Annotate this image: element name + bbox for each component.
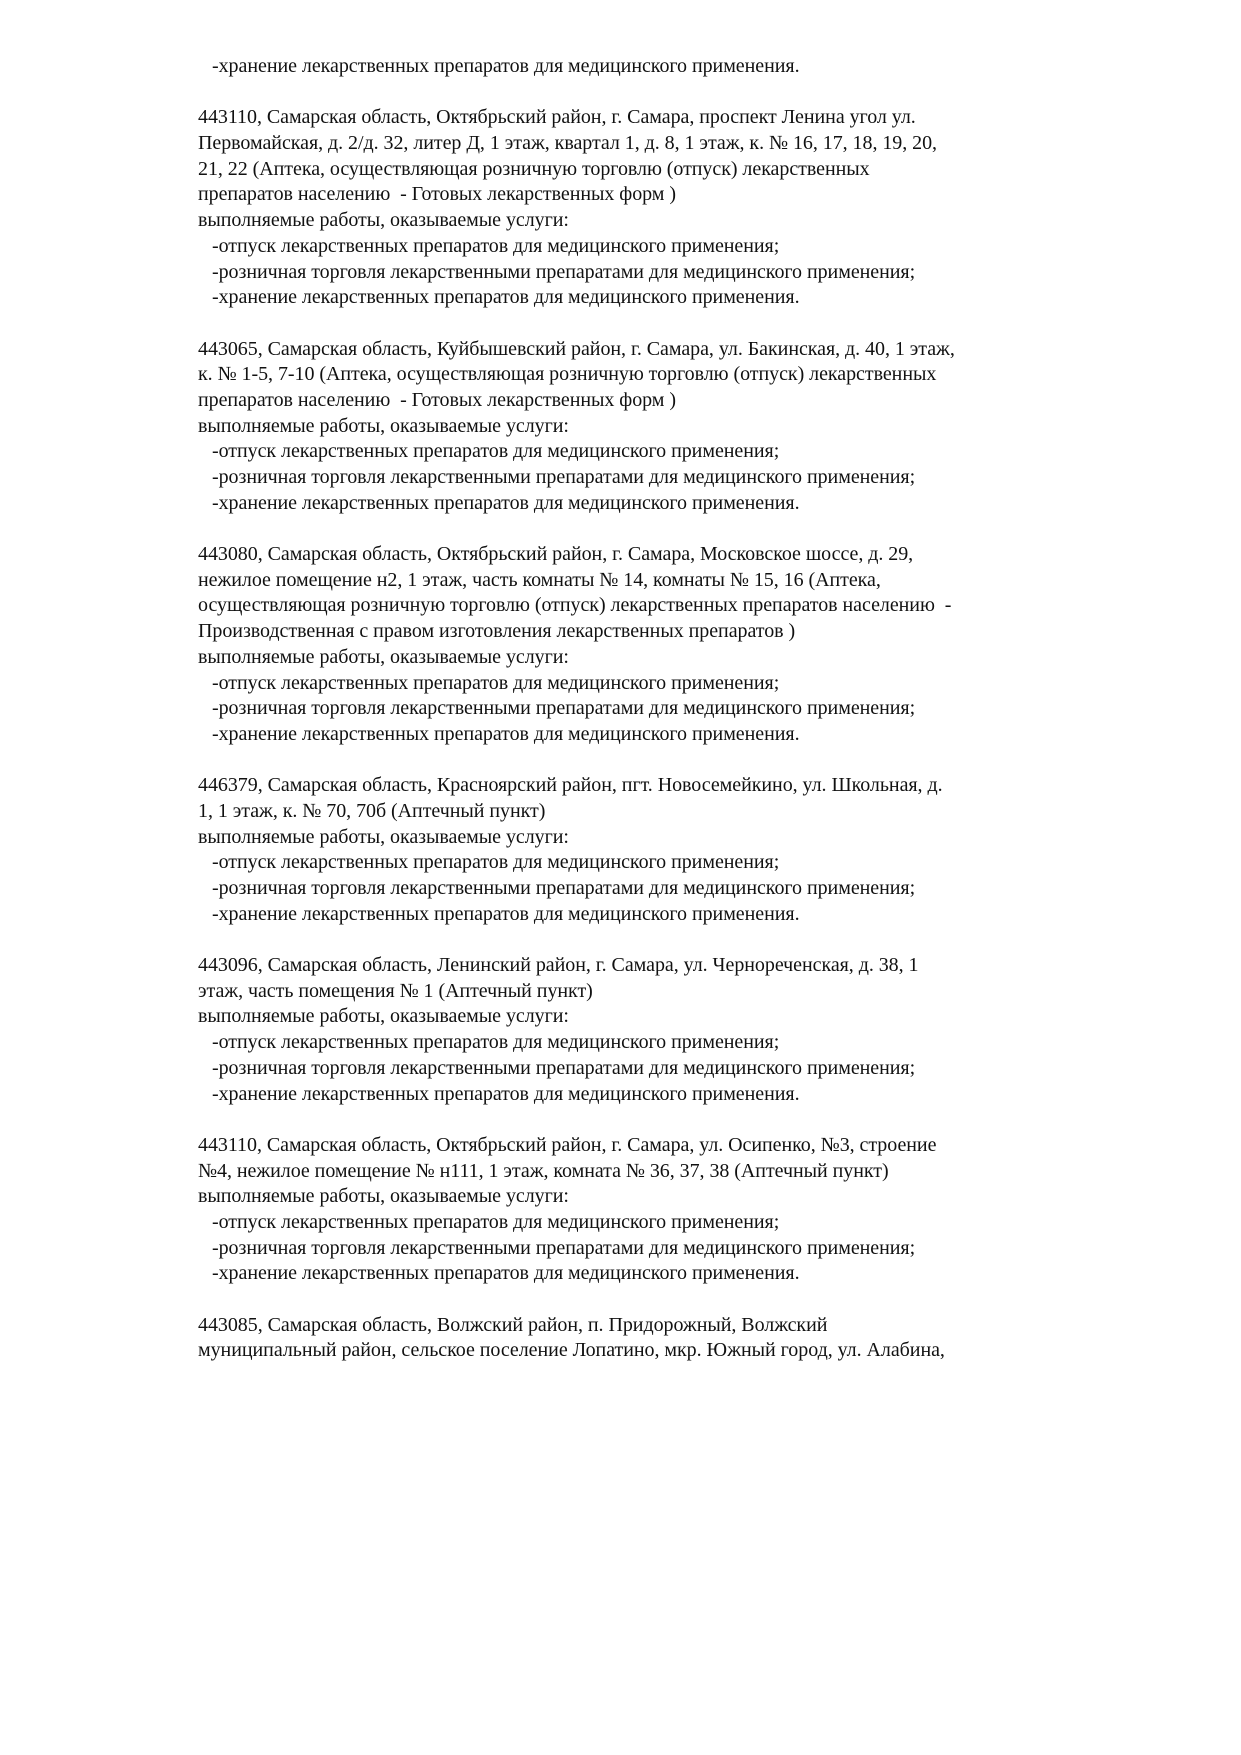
- continuation-service-line: -хранение лекарственных препаратов для медицинского применения.: [212, 55, 800, 77]
- service-item: -отпуск лекарственных препаратов для медицинского применения;: [212, 1031, 780, 1054]
- spacer: [198, 1287, 1078, 1313]
- address-line: препаратов населению - Готовых лекарственных форм ): [198, 388, 676, 411]
- spacer: [198, 927, 1078, 953]
- address-line: Производственная с правом изготовления лекарственных препаратов ): [198, 620, 796, 643]
- pharmacy-entry: [198, 105, 1078, 311]
- address-line: 1, 1 этаж, к. № 70, 70б (Аптечный пункт): [198, 799, 546, 822]
- address-line: 443080, Самарская область, Октябрьский район, г. Самара, Московское шоссе, д. 29,: [198, 543, 914, 566]
- service-item: -хранение лекарственных препаратов для медицинского применения.: [212, 722, 800, 745]
- address-line: муниципальный район, сельское поселение Лопатино, мкр. Южный город, ул. Алабина,: [198, 1339, 945, 1362]
- pharmacy-entry: [198, 542, 1078, 748]
- address-line: осуществляющая розничную торговлю (отпуск) лекарственных препаратов населению -: [198, 594, 952, 617]
- services-heading: выполняемые работы, оказываемые услуги:: [198, 209, 569, 232]
- address-line: 443110, Самарская область, Октябрьский район, г. Самара, ул. Осипенко, №3, строение: [198, 1133, 937, 1156]
- service-item: -отпуск лекарственных препаратов для медицинского применения;: [212, 234, 780, 257]
- pharmacy-entry: [198, 337, 1078, 517]
- spacer: [198, 748, 1078, 774]
- service-item: -розничная торговля лекарственными препаратами для медицинского применения;: [212, 466, 916, 488]
- services-heading: выполняемые работы, оказываемые услуги:: [198, 825, 569, 848]
- service-item: -розничная торговля лекарственными препаратами для медицинского применения;: [212, 1236, 916, 1259]
- service-item: -хранение лекарственных препаратов для медицинского применения.: [212, 1082, 800, 1105]
- service-item: -розничная торговля лекарственными препаратами для медицинского применения;: [212, 877, 916, 899]
- spacer: [198, 311, 1078, 337]
- service-item: -розничная торговля лекарственными препаратами для медицинского применения;: [212, 1056, 916, 1079]
- address-line: 446379, Самарская область, Красноярский район, пгт. Новосемейкино, ул. Школьная, д.: [198, 774, 943, 797]
- service-item: -хранение лекарственных препаратов для медицинского применения.: [212, 902, 800, 925]
- address-line: этаж, часть помещения № 1 (Аптечный пункт): [198, 979, 593, 1002]
- address-line: №4, нежилое помещение № н111, 1 этаж, комната № 36, 37, 38 (Аптечный пункт): [198, 1159, 889, 1182]
- address-line: к. № 1-5, 7-10 (Аптека, осуществляющая розничную торговлю (отпуск) лекарственных: [198, 363, 937, 386]
- address-line: 443065, Самарская область, Куйбышевский район, г. Самара, ул. Бакинская, д. 40, 1 этаж,: [198, 337, 955, 360]
- spacer: [198, 1107, 1078, 1133]
- services-heading: выполняемые работы, оказываемые услуги:: [198, 645, 569, 668]
- spacer: [198, 80, 1078, 106]
- services-heading: выполняемые работы, оказываемые услуги:: [198, 1005, 569, 1028]
- address-line: препаратов населению - Готовых лекарственных форм ): [198, 183, 676, 206]
- pharmacy-entry: [198, 773, 1078, 927]
- address-line: 443110, Самарская область, Октябрьский район, г. Самара, проспект Ленина угол ул.: [198, 106, 916, 129]
- address-line: Первомайская, д. 2/д. 32, литер Д, 1 этаж, квартал 1, д. 8, 1 этаж, к. № 16, 17, 18, 19, 20,: [198, 132, 937, 155]
- service-item: -отпуск лекарственных препаратов для медицинского применения;: [212, 1210, 780, 1233]
- pharmacy-entry: [198, 1133, 1078, 1287]
- service-item: -отпуск лекарственных препаратов для медицинского применения;: [212, 851, 780, 874]
- service-item: -розничная торговля лекарственными препаратами для медицинского применения;: [212, 260, 916, 283]
- service-item: -отпуск лекарственных препаратов для медицинского применения;: [212, 440, 780, 463]
- service-item: -розничная торговля лекарственными препаратами для медицинского применения;: [212, 697, 916, 720]
- service-item: -хранение лекарственных препаратов для медицинского применения.: [212, 286, 800, 309]
- document-page: [198, 54, 1078, 1364]
- pharmacy-entry: [198, 953, 1078, 1107]
- service-item: -отпуск лекарственных препаратов для медицинского применения;: [212, 671, 780, 694]
- services-heading: выполняемые работы, оказываемые услуги:: [198, 1185, 569, 1208]
- pharmacy-entry-partial: [198, 1313, 1078, 1364]
- address-line: 443096, Самарская область, Ленинский район, г. Самара, ул. Чернореченская, д. 38, 1: [198, 954, 919, 977]
- address-line: 21, 22 (Аптека, осуществляющая розничную торговлю (отпуск) лекарственных: [198, 157, 870, 180]
- services-heading: выполняемые работы, оказываемые услуги:: [198, 414, 569, 437]
- address-line: нежилое помещение н2, 1 этаж, часть комнаты № 14, комнаты № 15, 16 (Аптека,: [198, 568, 881, 591]
- service-item: -хранение лекарственных препаратов для медицинского применения.: [212, 491, 800, 514]
- spacer: [198, 516, 1078, 542]
- service-item: -хранение лекарственных препаратов для медицинского применения.: [212, 1262, 800, 1285]
- address-line: 443085, Самарская область, Волжский район, п. Придорожный, Волжский: [198, 1313, 828, 1336]
